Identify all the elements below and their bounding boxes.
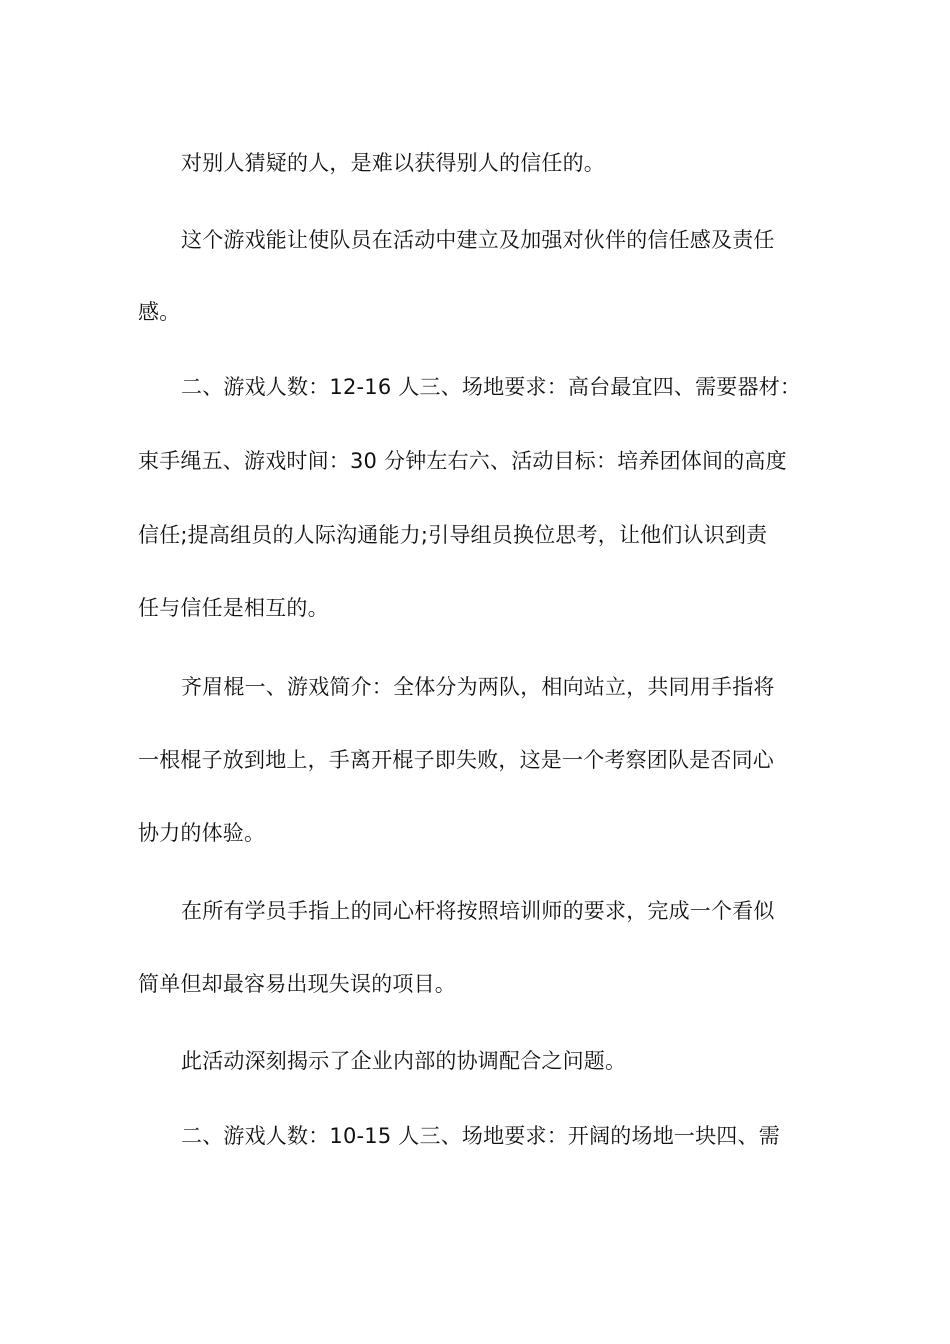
paragraph-line: 二、游戏人数：10-15 人三、场地要求：开阔的场地一块四、需: [181, 1124, 780, 1148]
paragraph-line: 任与信任是相互的。: [138, 596, 329, 620]
paragraph-line: 二、游戏人数：12-16 人三、场地要求：高台最宜四、需要器材：: [181, 375, 802, 399]
paragraph-line: 简单但却最容易出现失误的项目。: [138, 972, 456, 996]
paragraph-line: 此活动深刻揭示了企业内部的协调配合之问题。: [181, 1049, 627, 1073]
paragraph-line: 这个游戏能让使队员在活动中建立及加强对伙伴的信任感及责任: [181, 228, 775, 252]
paragraph-line: 在所有学员手指上的同心杆将按照培训师的要求，完成一个看似: [181, 899, 775, 923]
paragraph-line: 一根棍子放到地上，手离开棍子即失败，这是一个考察团队是否同心: [138, 748, 774, 772]
paragraph-line: 对别人猜疑的人，是难以获得别人的信任的。: [181, 151, 605, 175]
paragraph-line: 感。: [138, 300, 181, 324]
paragraph-line: 协力的体验。: [138, 821, 266, 845]
paragraph-line: 信任;提高组员的人际沟通能力;引导组员换位思考，让他们认识到责: [138, 523, 768, 547]
paragraph-line: 齐眉棍一、游戏简介：全体分为两队，相向站立，共同用手指将: [181, 675, 775, 699]
paragraph-line: 束手绳五、游戏时间：30 分钟左右六、活动目标：培养团体间的高度: [138, 449, 787, 473]
